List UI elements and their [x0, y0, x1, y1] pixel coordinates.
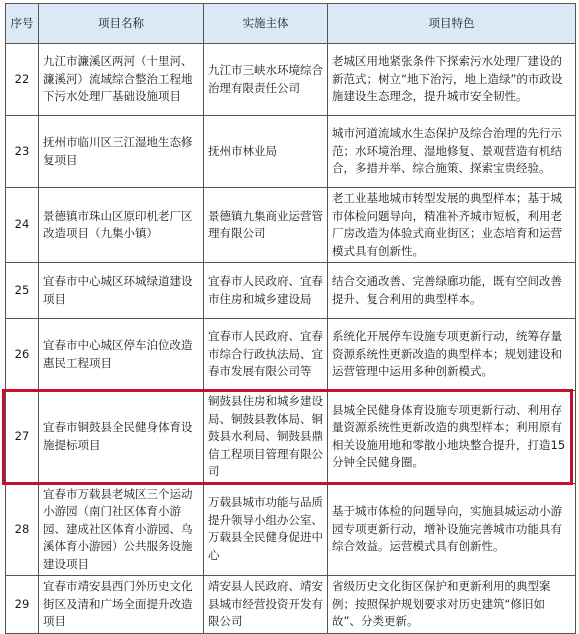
header-no: 序号 [6, 4, 39, 44]
cell-entity: 景德镇九集商业运营管理有限公司 [204, 188, 328, 263]
cell-no: 25 [6, 263, 39, 319]
cell-feature: 城市河道流域水生态保护及综合治理的先行示范；水环境治理、湿地修复、景观营造有机结合，多措并举、综合施策、探索宝贵经验。 [328, 116, 576, 188]
table-row-highlighted [6, 391, 576, 484]
cell-name: 宜春市铜鼓县全民健身体育设施提标项目 [39, 391, 204, 484]
cell-feature: 县城全民健身体育设施专项更新行动、利用存量资源系统性更新改造的典型样本；利用原有相关设施用地和零散小地块整合提升，打造15分钟全民健身圈。 [328, 391, 576, 484]
cell-no: 22 [6, 44, 39, 116]
cell-name: 宜春市中心城区环城绿道建设项目 [39, 263, 204, 319]
cell-feature: 基于城市体检的问题导向，实施县城运动小游园专项更新行动，增补设施完善城市功能具有综合效益。运营模式具有创新性。 [328, 483, 576, 576]
cell-name: 抚州市临川区三江湿地生态修复项目 [39, 116, 204, 188]
cell-no: 29 [6, 576, 39, 634]
header-entity: 实施主体 [204, 4, 328, 44]
header-feature: 项目特色 [328, 4, 576, 44]
cell-entity: 抚州市林业局 [204, 116, 328, 188]
cell-feature: 省级历史文化街区保护和更新利用的典型案例；按照保护规划要求对历史建筑“修旧如故”、分类更新。 [328, 576, 576, 634]
table-row [6, 576, 576, 634]
header-name: 项目名称 [39, 4, 204, 44]
cell-no: 23 [6, 116, 39, 188]
cell-entity: 宜春市人民政府、宜春市住房和城乡建设局 [204, 263, 328, 319]
table-row [6, 44, 576, 116]
table-row [6, 116, 576, 188]
cell-name: 景德镇市珠山区原印机老厂区改造项目（九集小镇） [39, 188, 204, 263]
cell-no: 27 [6, 391, 39, 484]
cell-no: 24 [6, 188, 39, 263]
table-row [6, 188, 576, 263]
cell-entity: 铜鼓县住房和城乡建设局、铜鼓县教体局、铜鼓县水利局、铜鼓县鼎信工程项目管理有限公司 [204, 391, 328, 484]
cell-entity: 靖安县人民政府、靖安县城市经营投资开发有限公司 [204, 576, 328, 634]
cell-feature: 系统化开展停车设施专项更新行动，统筹存量资源系统性更新改造的典型样本；规划建设和运营管理中运用多种创新模式。 [328, 319, 576, 391]
cell-feature: 结合交通改善、完善绿廊功能，既有空间改善提升、复合利用的典型样本。 [328, 263, 576, 319]
cell-entity: 万载县城市功能与品质提升领导小组办公室、万载县全民健身促进中心 [204, 483, 328, 576]
cell-feature: 老城区用地紧张条件下探索污水处理厂建设的新范式；树立“地下治污，地上造绿”的市政设施建设生态理念，提升城市安全韧性。 [328, 44, 576, 116]
cell-no: 26 [6, 319, 39, 391]
table-row [6, 483, 576, 576]
cell-name: 宜春市万载县老城区三个运动小游园（南门社区体育小游园、建成社区体育小游园、乌溪体育小游园）公共服务设施建设项目 [39, 483, 204, 576]
cell-name: 九江市濂溪区两河（十里河、濂溪河）流域综合整治工程地下污水处理厂基础设施项目 [39, 44, 204, 116]
table-row [6, 263, 576, 319]
table-row [6, 319, 576, 391]
cell-entity: 宜春市人民政府、宜春市综合行政执法局、宜春市发展有限公司等 [204, 319, 328, 391]
header-row [6, 4, 576, 44]
cell-entity: 九江市三峡水环境综合治理有限责任公司 [204, 44, 328, 116]
cell-no: 28 [6, 483, 39, 576]
project-table [5, 3, 576, 634]
cell-name: 宜春市靖安县西门外历史文化街区及清和广场全面提升改造项目 [39, 576, 204, 634]
cell-name: 宜春市中心城区停车泊位改造惠民工程项目 [39, 319, 204, 391]
cell-feature: 老工业基地城市转型发展的典型样本；基于城市体检问题导向，精准补齐城市短板，利用老厂房改造为体验式商业街区；业态培育和运营模式具有创新性。 [328, 188, 576, 263]
